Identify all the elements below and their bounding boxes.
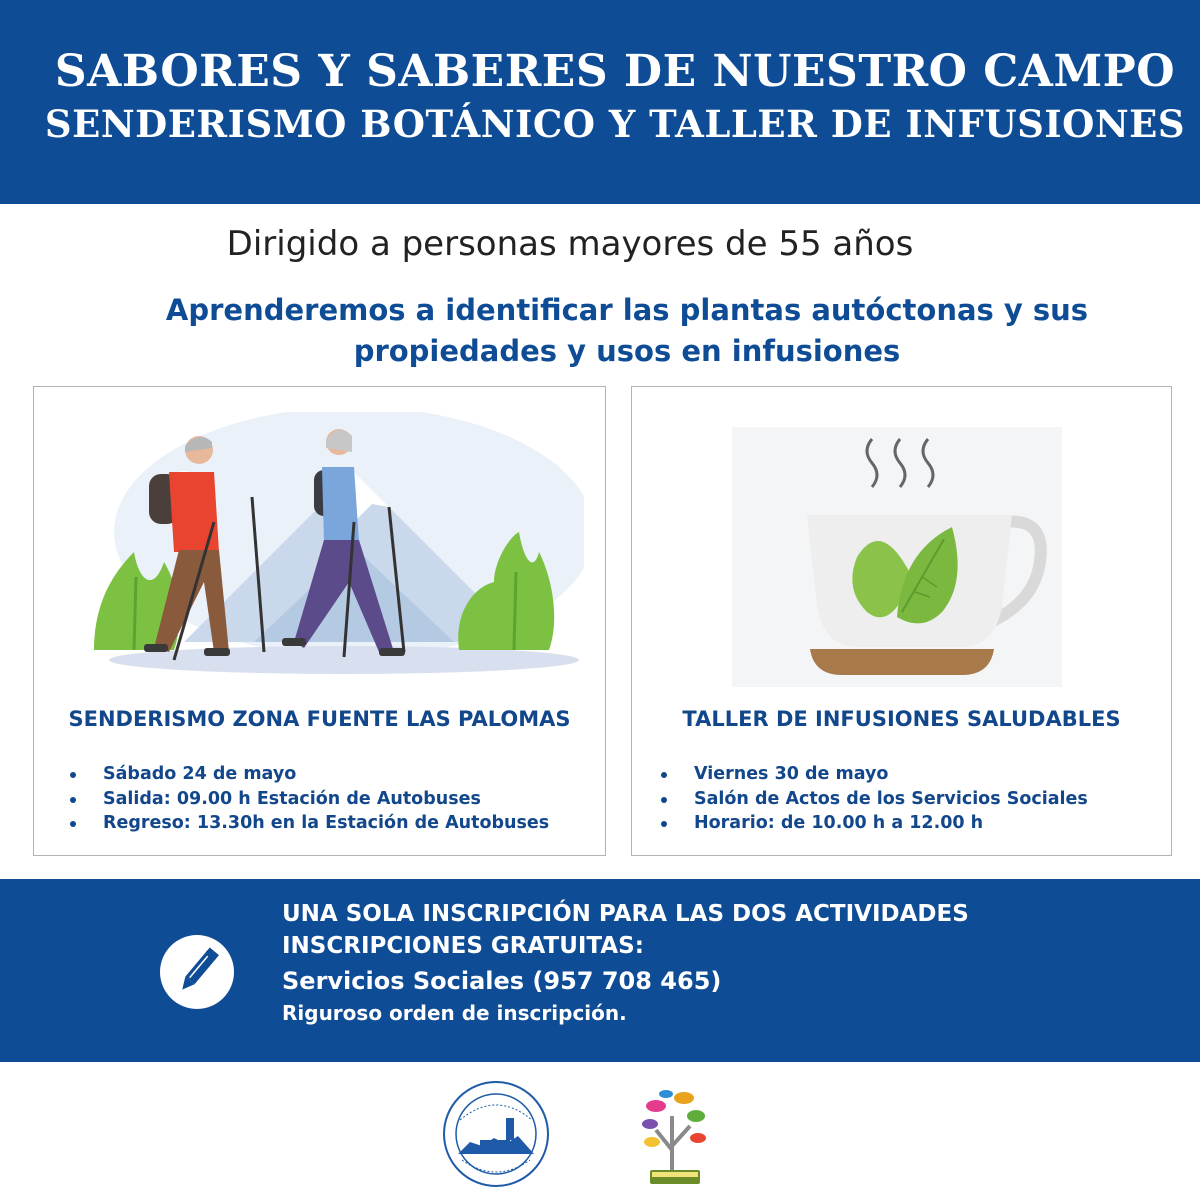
list-item <box>67 787 549 812</box>
hiking-seniors-illustration <box>54 412 584 682</box>
registration-banner <box>0 879 1200 1062</box>
intro-text <box>0 290 1200 372</box>
intro-line-2: propiedades y usos en infusiones <box>353 334 901 368</box>
detail-venue: Salón de Actos de los Servicios Sociales <box>694 788 1088 809</box>
header-banner <box>0 0 1200 204</box>
registration-line-1: UNA SOLA INSCRIPCIÓN PARA LAS DOS ACTIVIDADES <box>282 901 969 927</box>
bullet <box>70 797 76 803</box>
registration-line-2: INSCRIPCIONES GRATUITAS: <box>282 933 644 959</box>
detail-date: Viernes 30 de mayo <box>694 764 889 784</box>
activity-title: TALLER DE INFUSIONES SALUDABLES <box>682 707 1121 731</box>
list-item <box>67 762 549 787</box>
bullet <box>661 797 667 803</box>
list-item <box>658 762 1088 787</box>
detail-schedule: Horario: de 10.00 h a 12.00 h <box>694 813 984 833</box>
bullet <box>70 821 76 827</box>
activity-details <box>658 762 1088 836</box>
main-title: SABORES Y SABERES DE NUESTRO CAMPO <box>54 46 1176 97</box>
list-item <box>658 811 1088 836</box>
pencil-icon-graphic <box>160 935 234 1009</box>
detail-return: Regreso: 13.30h en la Estación de Autobuses <box>103 813 550 833</box>
list-item <box>658 787 1088 812</box>
list-item <box>67 811 549 836</box>
detail-departure: Salida: 09.00 h Estación de Autobuses <box>103 788 481 809</box>
servicios-sociales-tree-logo <box>636 1080 716 1188</box>
activity-card-hiking <box>33 386 606 856</box>
audience-text: Dirigido a personas mayores de 55 años <box>226 224 914 264</box>
detail-date: Sábado 24 de mayo <box>103 764 297 784</box>
registration-info <box>282 901 969 1031</box>
activity-title: SENDERISMO ZONA FUENTE LAS PALOMAS <box>68 707 571 731</box>
registration-contact: Servicios Sociales (957 708 465) <box>282 967 722 995</box>
pencil-icon <box>160 935 234 1009</box>
activity-card-infusions <box>631 386 1172 856</box>
subtitle: SENDERISMO BOTÁNICO Y TALLER DE INFUSIONES <box>44 102 1186 146</box>
bullet <box>661 772 667 778</box>
registration-note: Riguroso orden de inscripción. <box>282 1001 627 1025</box>
ayuntamiento-priego-seal <box>440 1080 552 1188</box>
tea-cup-illustration <box>732 427 1062 687</box>
activity-details <box>67 762 549 836</box>
intro-line-1: Aprenderemos a identificar las plantas autóctonas y sus <box>165 293 1089 327</box>
bullet <box>70 772 76 778</box>
bullet <box>661 821 667 827</box>
